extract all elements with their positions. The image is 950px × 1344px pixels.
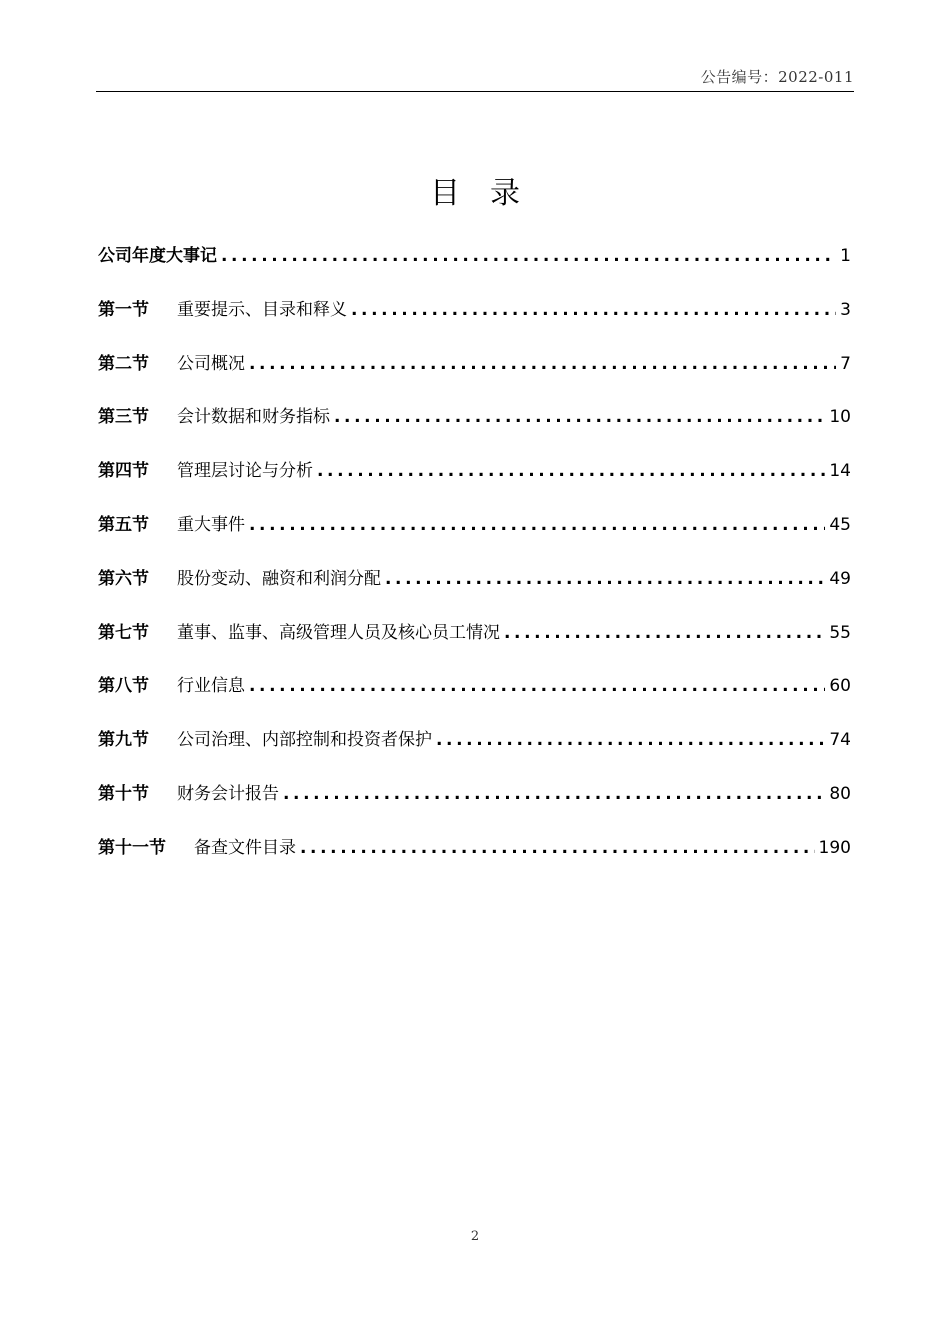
toc-leader-dots	[221, 246, 836, 266]
toc-entry-page: 55	[829, 622, 851, 643]
toc-section-number: 第十节	[98, 783, 149, 804]
toc-entry-title: 重要提示、目录和释义	[177, 299, 347, 320]
toc-leader-dots	[249, 515, 825, 535]
toc-entry-section-6[interactable]	[98, 564, 851, 618]
toc-leader-dots	[351, 300, 836, 320]
toc-section-number: 第五节	[98, 514, 149, 535]
toc-leader-dots	[436, 730, 825, 750]
toc-entry-section-1[interactable]	[98, 295, 851, 349]
toc-entry-title: 股份变动、融资和利润分配	[177, 568, 381, 589]
toc-entry-page: 190	[818, 837, 851, 858]
toc-leader-dots	[249, 354, 836, 374]
toc-section-number: 第七节	[98, 622, 149, 643]
toc-section-number: 第九节	[98, 730, 149, 751]
toc-leader-dots	[385, 569, 825, 589]
toc-entry-page: 74	[829, 730, 851, 751]
toc-entry-page: 3	[840, 299, 851, 320]
toc-entry-section-5[interactable]	[98, 510, 851, 564]
toc-entry-title: 公司概况	[177, 353, 245, 374]
toc-heading: 目录	[430, 176, 550, 211]
toc-leader-dots	[283, 784, 825, 804]
toc-entry-section-10[interactable]	[98, 779, 851, 833]
toc-entry-page: 1	[840, 246, 851, 266]
toc-entry-title: 备查文件目录	[194, 837, 296, 858]
header-divider	[96, 91, 854, 92]
toc-section-number: 第八节	[98, 676, 149, 697]
toc-entry-section-3[interactable]	[98, 402, 851, 456]
toc-entry-page: 80	[829, 783, 851, 804]
toc-section-number: 第一节	[98, 299, 149, 320]
toc-leader-dots	[300, 838, 815, 858]
toc-entry-title: 董事、监事、高级管理人员及核心员工情况	[177, 622, 500, 643]
toc-entry-title: 财务会计报告	[177, 783, 279, 804]
toc-entry-section-4[interactable]	[98, 456, 851, 510]
toc-entry-annual-events[interactable]	[98, 241, 851, 295]
toc-leader-dots	[334, 407, 825, 427]
toc-entry-section-7[interactable]	[98, 618, 851, 672]
toc-section-number: 第四节	[98, 461, 149, 482]
toc-entry-page: 60	[829, 676, 851, 697]
toc-leader-dots	[317, 461, 825, 481]
page-number: 2	[470, 1229, 480, 1244]
toc-entry-section-11[interactable]	[98, 833, 851, 887]
toc-entry-title: 重大事件	[177, 514, 245, 535]
table-of-contents	[98, 241, 851, 887]
announcement-number: 公告编号：2022-011	[700, 68, 854, 86]
toc-entry-page: 7	[840, 353, 851, 374]
toc-leader-dots	[249, 676, 825, 696]
toc-section-number: 第十一节	[98, 837, 166, 858]
toc-entry-section-9[interactable]	[98, 725, 851, 779]
toc-entry-title: 管理层讨论与分析	[177, 461, 313, 482]
toc-leader-dots	[504, 623, 825, 643]
toc-section-number: 第三节	[98, 407, 149, 428]
toc-entry-section-2[interactable]	[98, 349, 851, 403]
toc-section-number: 第六节	[98, 568, 149, 589]
toc-entry-page: 10	[829, 407, 851, 428]
toc-section-number: 第二节	[98, 353, 149, 374]
toc-entry-title: 会计数据和财务指标	[177, 407, 330, 428]
toc-entry-section-8[interactable]	[98, 671, 851, 725]
toc-entry-page: 14	[829, 461, 851, 482]
toc-entry-page: 45	[829, 514, 851, 535]
toc-entry-page: 49	[829, 568, 851, 589]
toc-entry-title: 行业信息	[177, 676, 245, 697]
toc-entry-title: 公司治理、内部控制和投资者保护	[177, 730, 432, 751]
toc-entry-title: 公司年度大事记	[98, 246, 217, 266]
